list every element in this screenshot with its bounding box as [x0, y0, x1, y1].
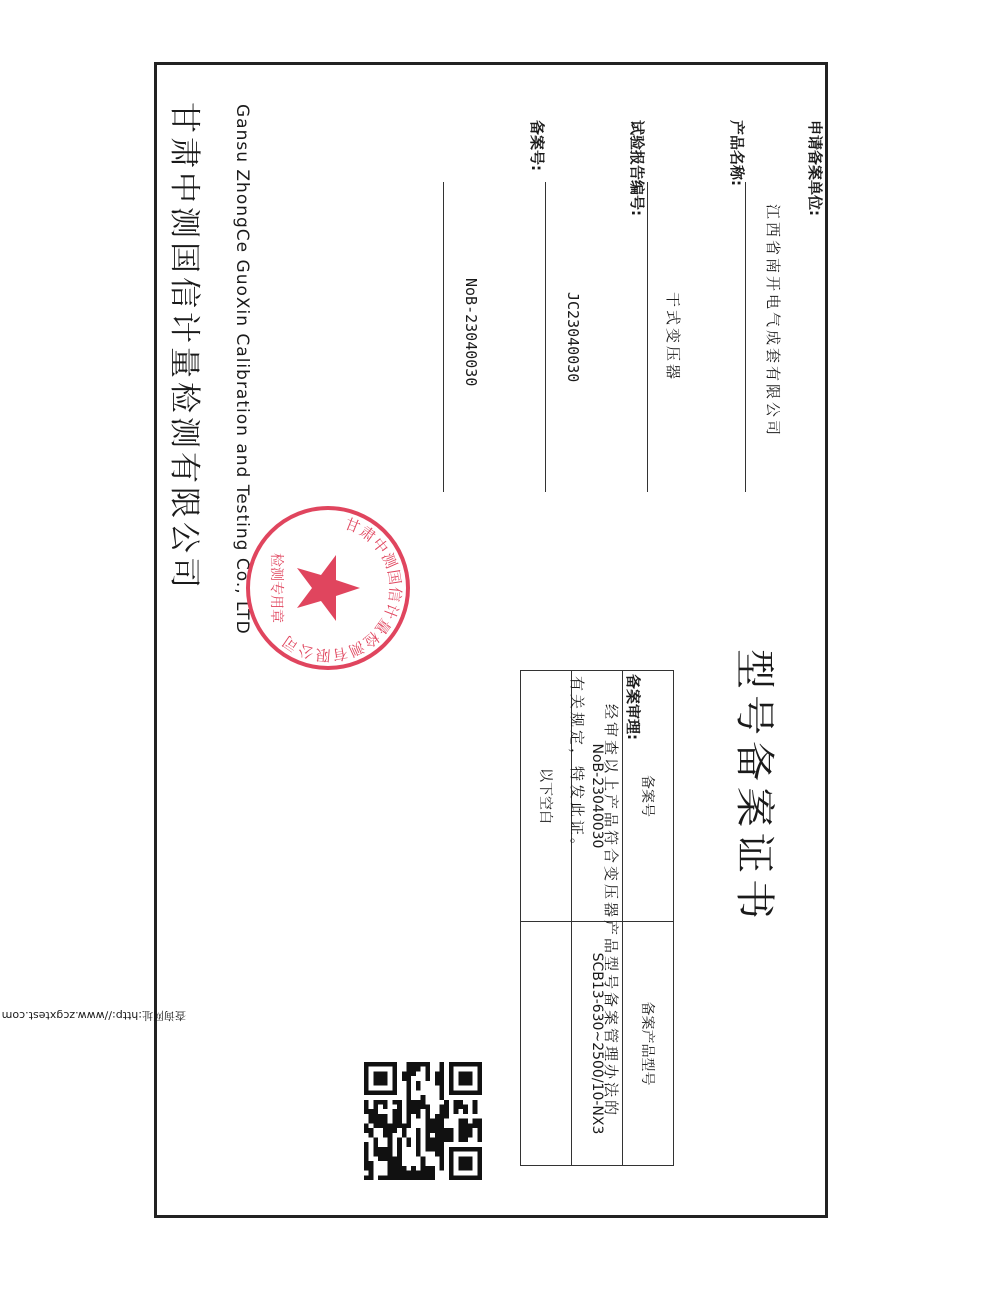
seal-outer-text: 甘肃中测国信计量检测有限公司	[278, 514, 405, 665]
applicant-value: 江西省南开电气成套有限公司	[764, 204, 782, 439]
qr-code	[364, 1062, 482, 1180]
query-url-text: 查询网址:http://www.zcgxtest.com	[1, 1009, 186, 1022]
applicant-underline	[745, 182, 746, 492]
query-url	[2, 1008, 186, 1024]
product-value: 干式变压器	[664, 292, 682, 383]
table-header-cell: 备案号	[623, 671, 674, 922]
table-row	[521, 671, 572, 1166]
review-title: 备案审理:	[624, 674, 642, 740]
table-header-cell: 备案产品型号	[623, 922, 674, 1166]
seal-star-icon	[297, 555, 360, 621]
product-label: 产品名称:	[728, 120, 746, 186]
filing-no-label: 备案号:	[528, 120, 546, 171]
report-underline	[545, 182, 546, 492]
table-cell: SCB13-630~2500/10-NX3	[572, 922, 623, 1166]
review-line1: 经审查以上产品符合变压器产品型号备案管理办法的	[602, 704, 620, 1119]
table-cell: 以下空白	[521, 671, 572, 922]
table-header-row	[623, 671, 674, 1166]
report-label: 试验报告编号:	[628, 120, 646, 216]
company-seal	[244, 504, 412, 672]
seal-inner-text: 检测专用章	[268, 553, 284, 623]
applicant-label: 申请备案单位:	[806, 120, 824, 216]
product-underline	[647, 182, 648, 492]
table-cell	[521, 922, 572, 1166]
company-name-cn: 甘肃中测国信计量检测有限公司	[166, 102, 202, 592]
company-name-en: Gansu ZhongCe GuoXin Calibration and Testing Co., LTD	[232, 104, 252, 635]
certificate-title: 型号备案证书	[731, 649, 777, 925]
certificate	[1, 64, 826, 1216]
filing-no-value: NoB-23040030	[462, 278, 480, 387]
report-value: JC23040030	[564, 292, 582, 383]
review-line2: 有关规定，特发此证。	[568, 676, 586, 857]
filing-table	[520, 670, 674, 1166]
table-cell: NoB-23040030	[572, 671, 623, 922]
filing-no-underline	[443, 182, 444, 492]
